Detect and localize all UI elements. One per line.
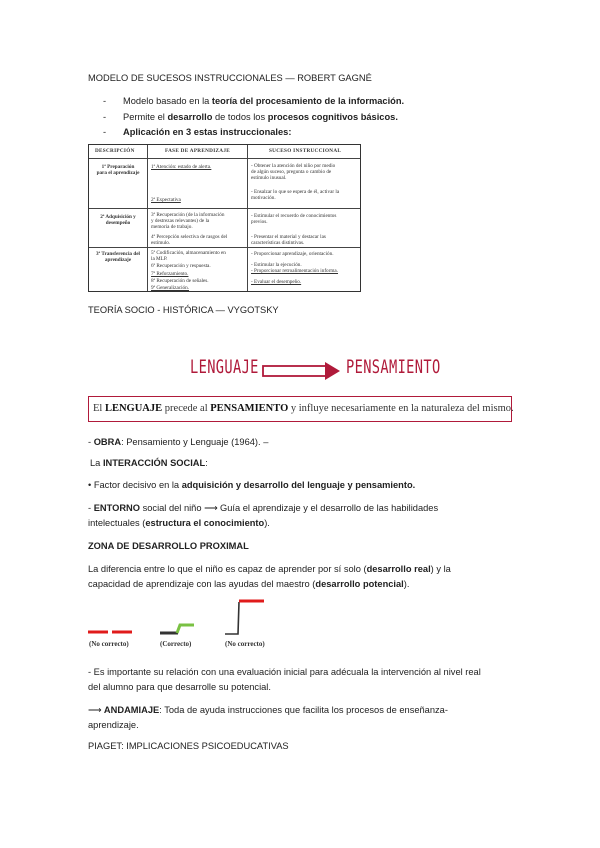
- lenguaje-word: LENGUAJE: [190, 356, 259, 378]
- pensamiento-word: PENSAMIENTO: [346, 356, 441, 378]
- table-header-event: SUCESO INSTRUCCIONAL: [269, 148, 342, 154]
- piaget-title: PIAGET: IMPLICACIONES PSICOEDUCATIVAS: [88, 741, 289, 751]
- zdp-paragraph-line-2: capacidad de aprendizaje con las ayudas del maestro (desarrollo potencial).: [88, 579, 410, 589]
- step-dark-jump: [225, 602, 239, 634]
- table-row-1-fase-2: 2ª Expectativa: [151, 197, 181, 203]
- table-row-2-suceso-1: - Estimular el recuerdo de conocimientos previos.: [251, 213, 337, 226]
- table-row-3-phase: 3ª Transferencia del aprendizaje: [96, 251, 140, 264]
- andamiaje-line-1: ⟶ ANDAMIAJE: Toda de ayuda instrucciones que facilita los procesos de enseñanza-: [88, 705, 448, 715]
- table-row-2-phase: 2ª Adquisición y desempeño: [100, 214, 136, 227]
- gagne-title: MODELO DE SUCESOS INSTRUCCIONALES — ROBERT GAGNÉ: [88, 73, 372, 83]
- interaccion-social-line: La INTERACCIÓN SOCIAL:: [90, 458, 208, 468]
- table-row-2-fase-1: 3ª Recuperación (de la información y destrezas relevantes) de la memoria de trabajo.: [151, 212, 225, 231]
- obra-line: - OBRA: Pensamiento y Lenguaje (1964). –: [88, 437, 269, 447]
- zdp-step-diagram: [86, 596, 276, 638]
- lenguaje-banner: El LENGUAJE precede al PENSAMIENTO y influye necesariamente en la naturaleza del mismo.: [88, 396, 512, 422]
- importante-line-2: del alumno para que desarrolle su potencial.: [88, 682, 271, 692]
- label-correcto: (Correcto): [160, 640, 192, 648]
- table-row-1-suceso-2: - Ensalzar lo que se espera de él, activar la motivación.: [251, 189, 340, 202]
- table-row-1-suceso-1: - Obtener la atención del niño por medio de algún suceso, pregunta o cambio de estímulo inusual.: [251, 163, 336, 182]
- label-no-correcto-2: (No correcto): [225, 640, 265, 648]
- gagne-phases-table: [88, 144, 361, 292]
- table-row-2-suceso-2: - Presentar el material y destacar las características distintivas.: [251, 234, 326, 247]
- label-no-correcto-1: (No correcto): [89, 640, 129, 648]
- table-row-1-phase: 1ª Preparación para el aprendizaje: [96, 164, 140, 177]
- right-arrow-icon: [262, 360, 342, 382]
- step-green-rise: [177, 625, 194, 633]
- zdp-paragraph-line-1: La diferencia entre lo que el niño es capaz de aprender por sí solo (desarrollo real) y la: [88, 564, 451, 574]
- factor-line: • Factor decisivo en la adquisición y desarrollo del lenguaje y pensamiento.: [88, 480, 416, 490]
- gagne-bullet-2: - Permite el desarrollo de todos los procesos cognitivos básicos.: [103, 112, 398, 122]
- gagne-bullet-3: - Aplicación en 3 estas instruccionales:: [103, 127, 292, 137]
- entorno-line-1: - ENTORNO social del niño ⟶ Guía el aprendizaje y el desarrollo de las habilidades: [88, 503, 439, 513]
- table-row-2-fase-2: 4ª Percepción selectiva de rasgos del estímulo.: [151, 234, 228, 247]
- andamiaje-line-2: aprendizaje.: [88, 720, 139, 730]
- zdp-title: ZONA DE DESARROLLO PROXIMAL: [88, 541, 249, 551]
- importante-line-1: - Es importante su relación con una evaluación inicial para adécuala la intervención al nivel real: [88, 667, 481, 677]
- table-row-1-fase-1: 1ª Atención: estado de alerta.: [151, 164, 212, 170]
- table-row-3-sucesos: - Proporcionar aprendizaje, orientación. - Estimular la ejecución. - Proporcionar retroalimentación informa. - Evaluar el desempeño.: [251, 251, 339, 285]
- table-row-3-fases: 5ª Codificación, almacenamiento en la MLP. 6ª Recuperación y respuesta. 7ª Reforzamiento. 8ª Recuperación de señales. 9ª Generalización.: [151, 250, 226, 292]
- vygotsky-title: TEORÍA SOCIO - HISTÓRICA — VYGOTSKY: [88, 305, 279, 315]
- table-header-description: DESCRIPCIÓN: [95, 148, 135, 154]
- entorno-line-2: intelectuales (estructura el conocimiento).: [88, 518, 270, 528]
- gagne-bullet-1: - Modelo basado en la teoría del procesamiento de la información.: [103, 96, 405, 106]
- table-header-phase: FASE DE APRENDIZAJE: [165, 148, 230, 154]
